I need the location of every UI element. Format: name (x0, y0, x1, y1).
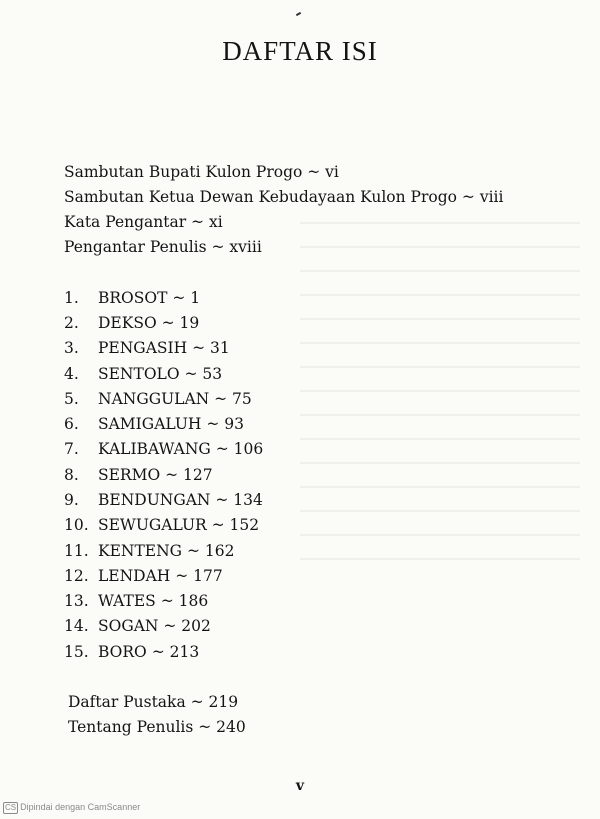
chapter-entry: SERMO ~ 127 (98, 466, 213, 484)
chapter-number: 1. (64, 289, 79, 307)
toc-chapter-item (64, 288, 200, 308)
chapter-number: 2. (64, 314, 79, 332)
chapter-number: 11. (64, 542, 89, 560)
toc-front-item: Sambutan Bupati Kulon Progo ~ vi (64, 163, 339, 181)
toc-chapter-item (64, 465, 213, 485)
chapter-number: 6. (64, 415, 79, 433)
show-through-texture (300, 200, 580, 580)
chapter-number: 13. (64, 592, 89, 610)
scanner-watermark (3, 802, 140, 814)
toc-chapter-item (64, 439, 263, 459)
chapter-entry: BROSOT ~ 1 (98, 289, 201, 307)
chapter-number: 5. (64, 390, 79, 408)
chapter-entry: LENDAH ~ 177 (98, 567, 223, 585)
chapter-number: 4. (64, 365, 79, 383)
toc-chapter-item (64, 515, 259, 535)
toc-front-item: Kata Pengantar ~ xi (64, 213, 223, 231)
toc-chapter-item (64, 616, 211, 636)
toc-chapter-item (64, 566, 223, 586)
toc-chapter-item (64, 591, 208, 611)
chapter-entry: DEKSO ~ 19 (98, 314, 200, 332)
page-title: DAFTAR ISI (222, 36, 378, 66)
chapter-number: 9. (64, 491, 79, 509)
toc-chapter-item (64, 313, 199, 333)
toc-back-item: Daftar Pustaka ~ 219 (68, 693, 239, 711)
chapter-number: 14. (64, 617, 89, 635)
chapter-number: 3. (64, 339, 79, 357)
page-number: v (295, 778, 305, 794)
chapter-number: 7. (64, 440, 79, 458)
chapter-number: 12. (64, 567, 89, 585)
chapter-number: 10. (64, 516, 89, 534)
chapter-entry: NANGGULAN ~ 75 (98, 390, 252, 408)
chapter-entry: KALIBAWANG ~ 106 (98, 440, 264, 458)
toc-chapter-item (64, 541, 234, 561)
chapter-entry: KENTENG ~ 162 (98, 542, 235, 560)
chapter-number: 15. (64, 643, 89, 661)
scan-speck (296, 12, 301, 16)
toc-front-item: Pengantar Penulis ~ xviii (64, 238, 262, 256)
chapter-entry: WATES ~ 186 (98, 592, 209, 610)
chapter-entry: BENDUNGAN ~ 134 (98, 491, 263, 509)
camscanner-logo-icon: CS (5, 803, 17, 812)
toc-chapter-item (64, 338, 230, 358)
toc-back-item: Tentang Penulis ~ 240 (68, 718, 246, 736)
toc-chapter-item (64, 490, 263, 510)
toc-chapter-item (64, 642, 199, 662)
chapter-number: 8. (64, 466, 79, 484)
toc-chapter-item (64, 414, 244, 434)
chapter-entry: SEWUGALUR ~ 152 (98, 516, 260, 534)
chapter-entry: SENTOLO ~ 53 (98, 365, 223, 383)
chapter-entry: PENGASIH ~ 31 (98, 339, 230, 357)
chapter-entry: SOGAN ~ 202 (98, 617, 211, 635)
toc-front-item: Sambutan Ketua Dewan Kebudayaan Kulon Progo ~ viii (64, 188, 504, 206)
toc-chapter-item (64, 364, 222, 384)
scanner-text: Dipindai dengan CamScanner (20, 802, 141, 812)
chapter-entry: BORO ~ 213 (98, 643, 200, 661)
toc-chapter-item (64, 389, 252, 409)
chapter-entry: SAMIGALUH ~ 93 (98, 415, 244, 433)
